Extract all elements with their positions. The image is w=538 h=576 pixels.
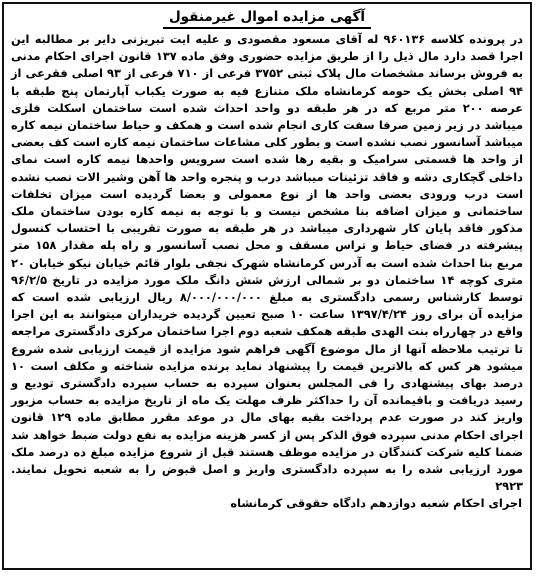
notice-footer: اجرای احکام شعبه دوازدهم دادگاه حقوقی کرمانشاه (230, 496, 522, 511)
auction-notice (2, 2, 532, 570)
notice-title: آگهی مزایده اموال غیرمنقول (163, 9, 371, 29)
title-wrap (4, 4, 530, 28)
notice-body: در پرونده کلاسه ۹۶۰۱۳۶ له آقای مسعود مقصودی و علیه ایت تبریزنی دایر بر مطالبه این اجرا قصد دارد مال ذیل را از طریق مزایده حضوری وفق ماده ۱۳۷ قانون اجرای احکام مدنی به فروش برساند مشخصات مال پلاک ثبتی ۳۷۵۲ فرعی از ۷۱۰ فرعی از ۹۳ اصلی فقرعی از ۹۴ اصلی بخش یک حومه کرمانشاه ملک متنازع فیه به صورت یکباب آپارتمان پنج طبقه با عرصه ۲۰۰ متر مربع که در هر طبقه دو واحد احداث شده است ساختمان اسکلت فلزی میباشد در زیر زمین صرفا سفت کاری انجام شده است و همکف و حیاط ساختمان نیمه کاره میباشد آسانسور نصب نشده است و بطور کلی مشاعات ساختمان نیمه کاره است کف بعضی از واحد ها قسمتی سرامیک و بقیه رها شده است سرویس واحدها نیمه کاره است نمای داخلی گچکاری دشه و فاقد تزئینات میباشد درب و پنجره واحد ها آهن وشیر الات نصب نشده است درب ورودی بعضی واحد ها از نوع معمولی و بعضا گردیده است میزان تخلفات ساختمانی و میزان اضافه بنا مشخص نیست و با توجه به نیمه کاره بودن ساختمان ملک مذکور فاقد پایان کار شهرداری میباشد در هر طبقه به صورت تقریبی با احتساب کنسول پیشرفته در فضای حیاط و تراس مسقف و محل نصب آسانسور و راه پله مقدار ۱۵۸ متر مربع بنا احداث شده است به آدرس کرمانشاه شهرک نجفی بلوار قائم خیابان نیکو خیابان ۲۰ متری کوچه ۱۴ ساختمان دو بر شمالی ارزش شش دانگ ملک مورد مزایده در تاریخ ۹۶/۲/۵ توسط کارشناس رسمی دادگستری به مبلغ ۸/۰۰۰/۰۰۰/۰۰۰ ریال ارزیابی شده است که مزایده آن برای روز ۱۳۹۷/۴/۲۴ ساعت ۱۰ صبح تعیین گردیده خریداران میتوانند به این اجرا واقع در چهارراه بنت الهدی طبقه همکف شعبه دوم اجرا ساختمان مرکزی دادگستری مراجعه تا ترتیب ملاحظه آنها از مال موضوع آگهی فراهم شود مزایده از قیمت ارزیابی شده شروع میشود هر کس که بالاترین قیمت را پیشنهاد نماید برنده مزایده شناخته و مکلف است ۱۰ درصد بهای پیشنهادی را فی المجلس بعنوان سپرده به حساب سپرده دادگستری تودیع و رسید دریافت و باقیمانده آن را حداکثر ظرف مهلت یک ماه از تاریخ مزایده به حساب مزبور واریز کند در صورت عدم پرداخت بقیه بهای مال در موعد مقرر مطابق ماده ۱۲۹ قانون اجرای احکام مدنی سپرده فوق الذکر پس از کسر هزینه مزایده به نفع دولت ضبط خواهد شد ضمنا کلیه شرکت کنندگان در مزایده موظف هستند قبل از شروع مزایده مبلغ ده درصد ملک مورد ارزیابی شده را به سپرده دادگستری واریز و اصل قبوض را به شعبه تحویل نمایند. ۲۹۲۳ (11, 32, 524, 494)
